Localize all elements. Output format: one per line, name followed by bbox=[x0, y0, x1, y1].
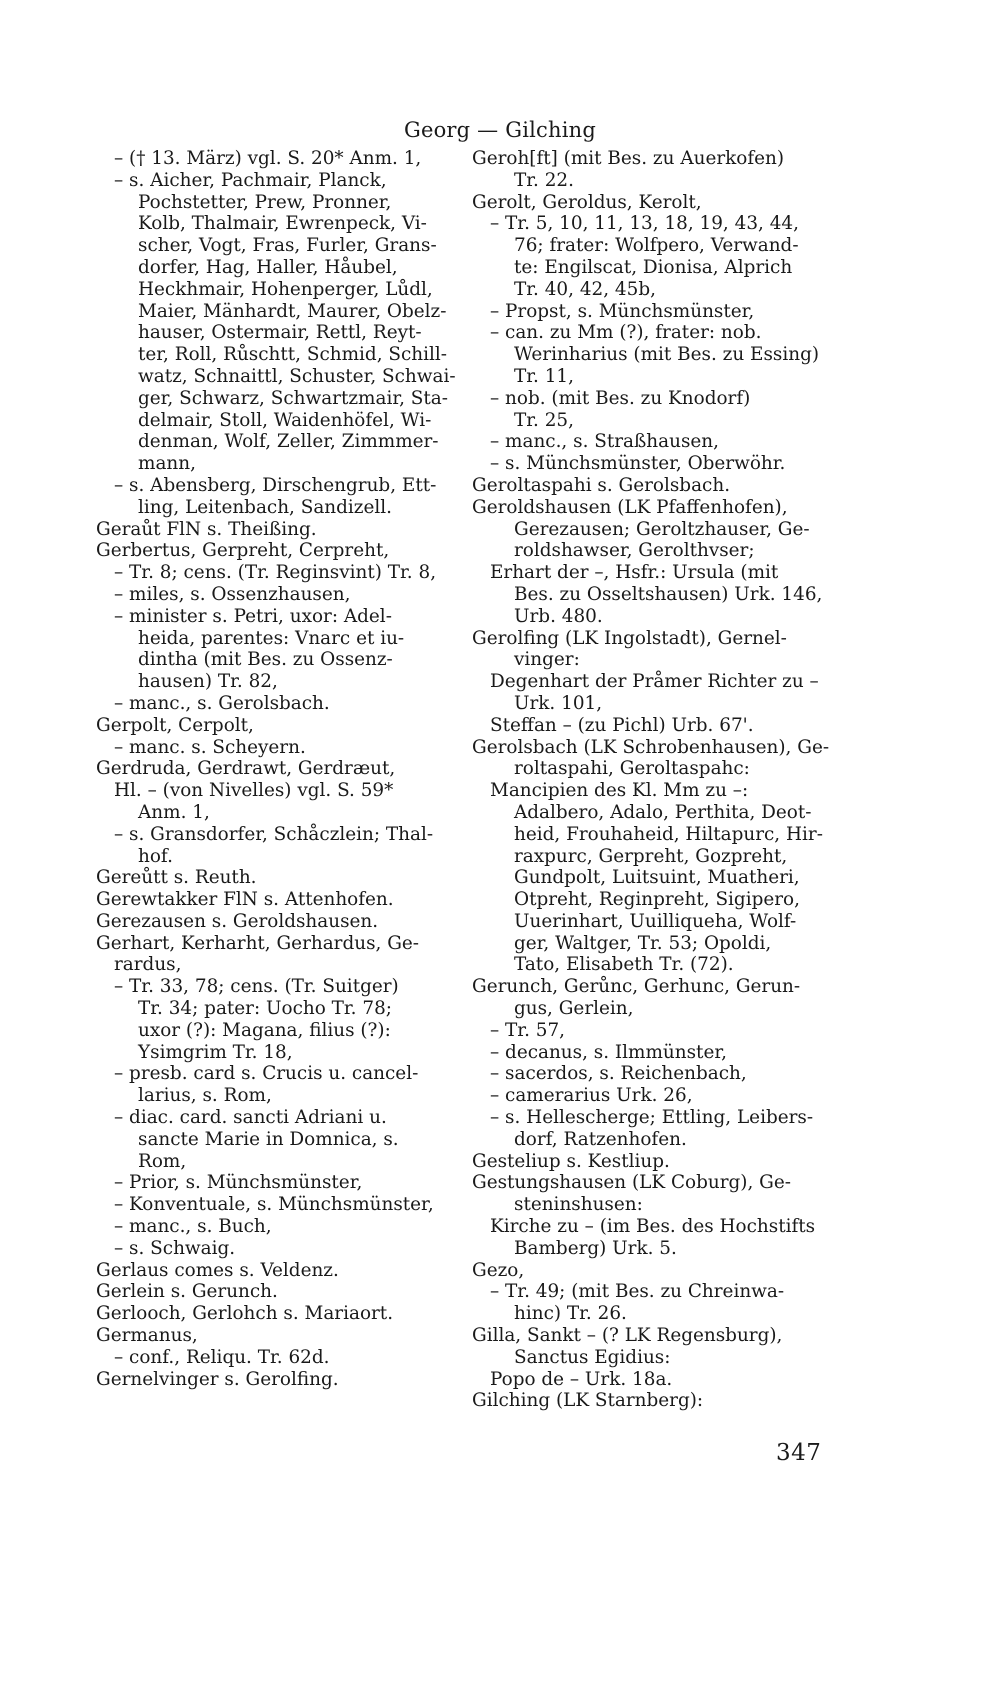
index-entry-line: – s. Gransdorfer, Schåczlein; Thal- bbox=[114, 823, 434, 845]
index-entry-line: Steffan – (zu Pichl) Urb. 67'. bbox=[490, 714, 754, 736]
index-entry-line: – can. zu Mm (?), frater: nob. bbox=[490, 322, 762, 344]
index-entry-line: – diac. card. sancti Adriani u. bbox=[114, 1107, 387, 1129]
index-entry-line: – s. Abensberg, Dirschengrub, Ett- bbox=[114, 474, 437, 496]
index-entry-line: Werinharius (mit Bes. zu Essing) bbox=[514, 344, 820, 366]
index-entry-headword: Gezo, bbox=[472, 1259, 525, 1281]
index-entry-line: dintha (mit Bes. zu Ossenz- bbox=[138, 649, 393, 671]
index-entry-line: te: Engilscat, Dionisa, Alprich bbox=[514, 256, 793, 278]
index-entry-line: raxpurc, Gerpreht, Gozpreht, bbox=[514, 845, 788, 867]
index-entry-line: – s. Schwaig. bbox=[114, 1237, 236, 1259]
index-entry-line: dorfer, Hag, Haller, Håubel, bbox=[138, 256, 398, 278]
index-entry-headword: Gerunch, Gerůnc, Gerhunc, Gerun- bbox=[472, 976, 801, 998]
index-entry-headword: Gereůtt s. Reuth. bbox=[96, 867, 257, 889]
index-entry-headword: Gestungshausen (LK Coburg), Ge- bbox=[472, 1172, 791, 1194]
index-entry-line: Kolb, Thalmair, Ewrenpeck, Vi- bbox=[138, 213, 427, 235]
index-entry-line: – s. Münchsmünster, Oberwöhr. bbox=[490, 453, 786, 475]
index-entry-line: Sanctus Egidius: bbox=[514, 1346, 671, 1368]
index-entry-line: – Konventuale, s. Münchsmünster, bbox=[114, 1194, 434, 1216]
index-entry-line: – conf., Reliqu. Tr. 62d. bbox=[114, 1346, 330, 1368]
index-column-left bbox=[96, 148, 456, 1390]
index-entry-headword: Gilching (LK Starnberg): bbox=[472, 1390, 704, 1412]
index-entry-line: Hl. – (von Nivelles) vgl. S. 59* bbox=[114, 780, 394, 802]
index-entry-line: ger, Waltger, Tr. 53; Opoldi, bbox=[514, 932, 772, 954]
index-entry-line: Adalbero, Adalo, Perthita, Deot- bbox=[514, 801, 812, 823]
index-entry-line: – Tr. 5, 10, 11, 13, 18, 19, 43, 44, bbox=[490, 213, 799, 235]
index-entry-headword: Gerlein s. Gerunch. bbox=[96, 1281, 278, 1303]
index-entry-line: Kirche zu – (im Bes. des Hochstifts bbox=[490, 1216, 816, 1238]
index-entry-line: hauser, Ostermair, Rettl, Reyt- bbox=[138, 322, 422, 344]
index-entry-line: roltaspahi, Geroltaspahc: bbox=[514, 758, 750, 780]
index-entry-headword: Germanus, bbox=[96, 1325, 198, 1347]
index-entry-headword: Gerezausen s. Geroldshausen. bbox=[96, 910, 379, 932]
index-entry-line: – Tr. 33, 78; cens. (Tr. Suitger) bbox=[114, 976, 399, 998]
index-entry-line: – Propst, s. Münchsmünster, bbox=[490, 300, 755, 322]
page-number: 347 bbox=[776, 1440, 822, 1466]
index-entry-line: heid, Frouhaheid, Hiltapurc, Hir- bbox=[514, 823, 823, 845]
index-entry-headword: Gerolsbach (LK Schrobenhausen), Ge- bbox=[472, 736, 830, 758]
index-entry-headword: Geroh[ft] (mit Bes. zu Auerkofen) bbox=[472, 148, 785, 169]
index-entry-headword: Gerpolt, Cerpolt, bbox=[96, 714, 254, 736]
index-entry-line: Otpreht, Reginpreht, Sigipero, bbox=[514, 889, 800, 911]
index-entry-line: Tr. 11, bbox=[514, 365, 574, 387]
index-entry-line: – minister s. Petri, uxor: Adel- bbox=[114, 605, 392, 627]
index-entry-line: Ysimgrim Tr. 18, bbox=[138, 1041, 293, 1063]
index-entry-line: steninshusen: bbox=[514, 1194, 643, 1216]
index-entry-line: ling, Leitenbach, Sandizell. bbox=[138, 496, 392, 518]
index-entry-line: Popo de – Urk. 18a. bbox=[490, 1368, 673, 1390]
index-column-right bbox=[472, 148, 828, 1412]
index-entry-headword: Geroltaspahi s. Gerolsbach. bbox=[472, 474, 731, 496]
index-entry-headword: Gerolfing (LK Ingolstadt), Gernel- bbox=[472, 627, 787, 649]
index-entry-line: Anm. 1, bbox=[138, 801, 210, 823]
index-entry-line: Tato, Elisabeth Tr. (72). bbox=[514, 954, 734, 976]
index-entry-headword: Gerdruda, Gerdrawt, Gerdræut, bbox=[96, 758, 396, 780]
index-entry-line: mann, bbox=[138, 453, 196, 475]
index-entry-headword: Gerlooch, Gerlohch s. Mariaort. bbox=[96, 1303, 394, 1325]
index-entry-line: Maier, Mänhardt, Maurer, Obelz- bbox=[138, 300, 447, 322]
index-entry-line: vinger: bbox=[514, 649, 580, 671]
index-entry-line: Tr. 22. bbox=[514, 169, 574, 191]
index-entry-line: Gerezausen; Geroltzhauser, Ge- bbox=[514, 518, 810, 540]
index-entry-line: – Prior, s. Münchsmünster, bbox=[114, 1172, 363, 1194]
index-entry-line: Gundpolt, Luitsuint, Muatheri, bbox=[514, 867, 800, 889]
index-entry-line: hinc) Tr. 26. bbox=[514, 1303, 627, 1325]
index-entry-line: – camerarius Urk. 26, bbox=[490, 1085, 693, 1107]
index-entry-line: – manc., s. Straßhausen, bbox=[490, 431, 719, 453]
index-entry-headword: Gerbertus, Gerpreht, Cerpreht, bbox=[96, 540, 390, 562]
index-entry-line: Uuerinhart, Uuilliqueha, Wolf- bbox=[514, 910, 797, 932]
index-entry-line: denman, Wolf, Zeller, Zimmmer- bbox=[138, 431, 439, 453]
index-entry-line: – miles, s. Ossenzhausen, bbox=[114, 583, 351, 605]
index-entry-line: – nob. (mit Bes. zu Knodorf) bbox=[490, 387, 751, 409]
index-entry-line: Erhart der –, Hsfr.: Ursula (mit bbox=[490, 562, 779, 584]
index-entry-line: – s. Hellescherge; Ettling, Leibers- bbox=[490, 1107, 814, 1129]
index-entry-line: dorf, Ratzenhofen. bbox=[514, 1128, 687, 1150]
index-entry-line: Pochstetter, Prew, Pronner, bbox=[138, 191, 392, 213]
index-entry-line: hausen) Tr. 82, bbox=[138, 671, 278, 693]
index-entry-line: – Tr. 8; cens. (Tr. Reginsvint) Tr. 8, bbox=[114, 562, 437, 584]
index-entry-line: Urk. 101, bbox=[514, 692, 603, 714]
index-entry-line: – manc., s. Gerolsbach. bbox=[114, 692, 330, 714]
index-entry-line: Heckhmair, Hohenperger, Lůdl, bbox=[138, 278, 433, 300]
index-entry-line: uxor (?): Magana, filius (?): bbox=[138, 1019, 391, 1041]
index-entry-line: 76; frater: Wolfpero, Verwand- bbox=[514, 235, 799, 257]
index-entry-headword: Gerewtakker FlN s. Attenhofen. bbox=[96, 889, 394, 911]
index-entry-line: Urb. 480. bbox=[514, 605, 603, 627]
index-entry-line: Mancipien des Kl. Mm zu –: bbox=[490, 780, 749, 802]
index-entry-headword: Gerlaus comes s. Veldenz. bbox=[96, 1259, 339, 1281]
index-entry-line: Degenhart der Pråmer Richter zu – bbox=[490, 671, 819, 693]
running-header: Georg — Gilching bbox=[403, 118, 597, 142]
index-entry-line: roldshawser, Gerolthvser; bbox=[514, 540, 755, 562]
index-entry-line: scher, Vogt, Fras, Furler, Grans- bbox=[138, 235, 437, 257]
index-entry-line: – decanus, s. Ilmmünster, bbox=[490, 1041, 727, 1063]
index-entry-line: – sacerdos, s. Reichenbach, bbox=[490, 1063, 747, 1085]
index-entry-line: – manc. s. Scheyern. bbox=[114, 736, 306, 758]
index-entry-line: ter, Roll, Růschtt, Schmid, Schill- bbox=[138, 344, 447, 366]
index-entry-line: Tr. 34; pater: Uocho Tr. 78; bbox=[138, 998, 392, 1020]
index-entry-line: – manc., s. Buch, bbox=[114, 1216, 272, 1238]
index-entry-line: – Tr. 49; (mit Bes. zu Chreinwa- bbox=[490, 1281, 785, 1303]
index-entry-line: – presb. card s. Crucis u. cancel- bbox=[114, 1063, 419, 1085]
index-entry-headword: Geroldshausen (LK Pfaffenhofen), bbox=[472, 496, 788, 518]
index-entry-line: Rom, bbox=[138, 1150, 187, 1172]
index-entry-line: – s. Aicher, Pachmair, Planck, bbox=[114, 169, 387, 191]
index-entry-headword: Gerolt, Geroldus, Kerolt, bbox=[472, 191, 702, 213]
index-entry-line: – Tr. 57, bbox=[490, 1019, 566, 1041]
index-entry-line: sancte Marie in Domnica, s. bbox=[138, 1128, 399, 1150]
index-entry-line: ger, Schwarz, Schwartzmair, Sta- bbox=[138, 387, 448, 409]
index-entry-line: rardus, bbox=[114, 954, 182, 976]
index-entry-line: gus, Gerlein, bbox=[514, 998, 634, 1020]
index-entry-line: delmair, Stoll, Waidenhöfel, Wi- bbox=[138, 409, 432, 431]
index-entry-headword: Gesteliup s. Kestliup. bbox=[472, 1150, 670, 1172]
index-entry-headword: Geraůt FlN s. Theißing. bbox=[96, 518, 317, 540]
index-entry-line: Bes. zu Osseltshausen) Urk. 146, bbox=[514, 583, 823, 605]
index-entry-line: watz, Schnaittl, Schuster, Schwai- bbox=[138, 365, 456, 387]
index-entry-line: larius, s. Rom, bbox=[138, 1085, 272, 1107]
index-entry-line: Tr. 40, 42, 45b, bbox=[514, 278, 656, 300]
index-entry-headword: Gilla, Sankt – (? LK Regensburg), bbox=[472, 1325, 783, 1347]
index-entry-line: Bamberg) Urk. 5. bbox=[514, 1237, 677, 1259]
index-entry-line: – († 13. März) vgl. S. 20* Anm. 1, bbox=[114, 148, 422, 169]
index-entry-headword: Gerhart, Kerharht, Gerhardus, Ge- bbox=[96, 932, 419, 954]
index-entry-line: hof. bbox=[138, 845, 173, 867]
index-entry-line: heida, parentes: Vnarc et iu- bbox=[138, 627, 405, 649]
index-entry-line: Tr. 25, bbox=[514, 409, 574, 431]
index-entry-headword: Gernelvinger s. Gerolfing. bbox=[96, 1368, 339, 1390]
